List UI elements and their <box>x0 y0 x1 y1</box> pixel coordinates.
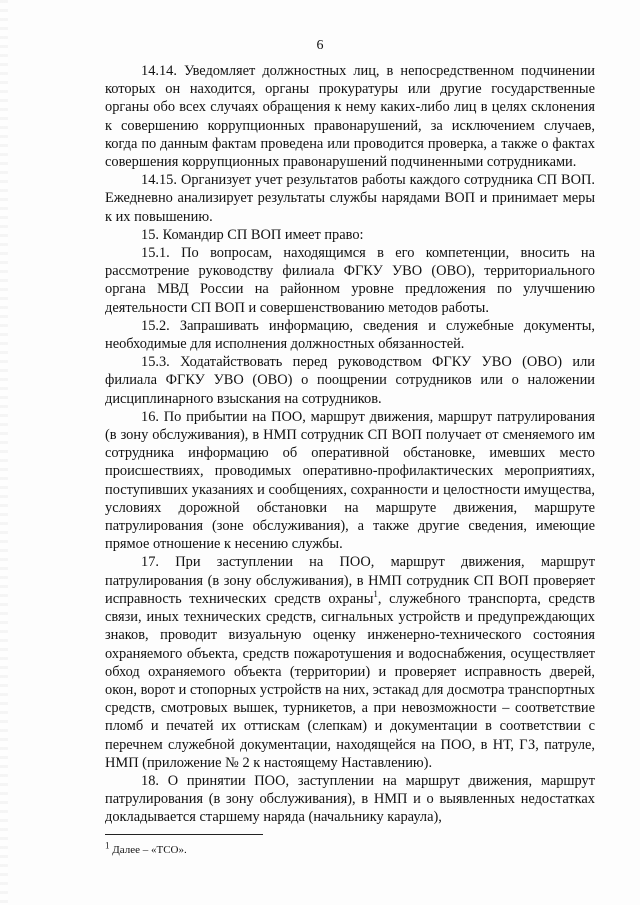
footnote-separator <box>105 834 263 835</box>
footnote-text: Далее – «ТСО». <box>109 844 187 856</box>
paragraph-15-1: 15.1. По вопросам, находящимся в его компетенции, вносить на рассмотрение руководству филиала ФГКУ УВО (ОВО), территориального органа МВД России на районном уровне предложения по улучшению деятельности СП ВОП и совершенствованию методов работы. <box>105 245 595 316</box>
footnote <box>105 840 187 857</box>
document-body <box>105 62 595 827</box>
paragraph-15: 15. Командир СП ВОП имеет право: <box>141 226 364 243</box>
paragraph-17-end: , служебного транспорта, средств связи, иных технических средств, сигнальных устройств и предупреждающих знаков, проводит визуальную оценку инженерно-технического состояния охраняемого объекта, средств пожаротушения и водоснабжения, осуществляет обход охраняемого объекта (территории) и проверяет исправность дверей, окон, ворот и стопорных устройств на них, эстакад для досмотра транспортных средств, смотровых вышек, турникетов, а при невозможности – соответствие пломб и печатей их оттискам (слепкам) и документации в соответствии с перечнем служебной документации, находящейся на ПОО, в НТ, ГЗ, патруле, НМП (приложение № 2 к настоящему Наставлению). <box>105 590 596 771</box>
paragraph-16: 16. По прибытии на ПОО, маршрут движения, маршрут патрулирования (в зону обслуживания), в НМП сотрудник СП ВОП получает от сменяемого им сотрудника информацию об оперативной обстановке, имевших место происшествиях, проводимых оперативно-профилактических мероприятиях, поступивших указаниях и сообщениях, сохранности и целостности имущества, условиях дорожной обстановки на маршруте движения, маршруте патрулирования (зоне обслуживания), а также другие сведения, имеющие прямое отношение к несению службы. <box>105 408 595 553</box>
scan-edge <box>0 0 8 905</box>
footnote-reference: 1 <box>373 589 378 600</box>
paragraph-15-2: 15.2. Запрашивать информацию, сведения и служебные документы, необходимые для исполнения должностных обязанностей. <box>105 317 595 353</box>
paragraph-17 <box>105 553 595 771</box>
paragraph-18: 18. О принятии ПОО, заступлении на маршрут движения, маршрут патрулирования (в зону обслуживания), в НМП и о выявленных недостатках докладывается старшему наряда (начальнику караула), <box>105 772 595 826</box>
paragraph-15-3: 15.3. Ходатайствовать перед руководством ФГКУ УВО (ОВО) или филиала ФГКУ УВО (ОВО) о поощрении сотрудников или о наложении дисциплинарного взыскания на сотрудников. <box>105 354 595 407</box>
paragraph-14-14: 14.14. Уведомляет должностных лиц, в непосредственном подчинении которых он находится, органы прокуратуры или другие государственные органы обо всех случаях обращения к нему каких-либо лиц в целях склонения к совершению коррупционных правонарушений, за исключением случаев, когда по данным фактам проведена или проводится проверка, а также о фактах совершения коррупционных правонарушений подчиненными сотрудниками. <box>105 63 595 171</box>
page-number: 6 <box>316 38 324 53</box>
paragraph-14-15: 14.15. Организует учет результатов работы каждого сотрудника СП ВОП. Ежедневно анализирует результаты службы нарядами ВОП и принимает меры к их повышению. <box>105 172 595 225</box>
footnote-mark: 1 <box>105 840 110 851</box>
paragraph-17-start: 17. При заступлении на ПОО, маршрут движения, маршрут патрулирования (в зону обслуживания), в НМП сотрудник СП ВОП проверяет исправность технических средств охраны <box>105 554 595 607</box>
